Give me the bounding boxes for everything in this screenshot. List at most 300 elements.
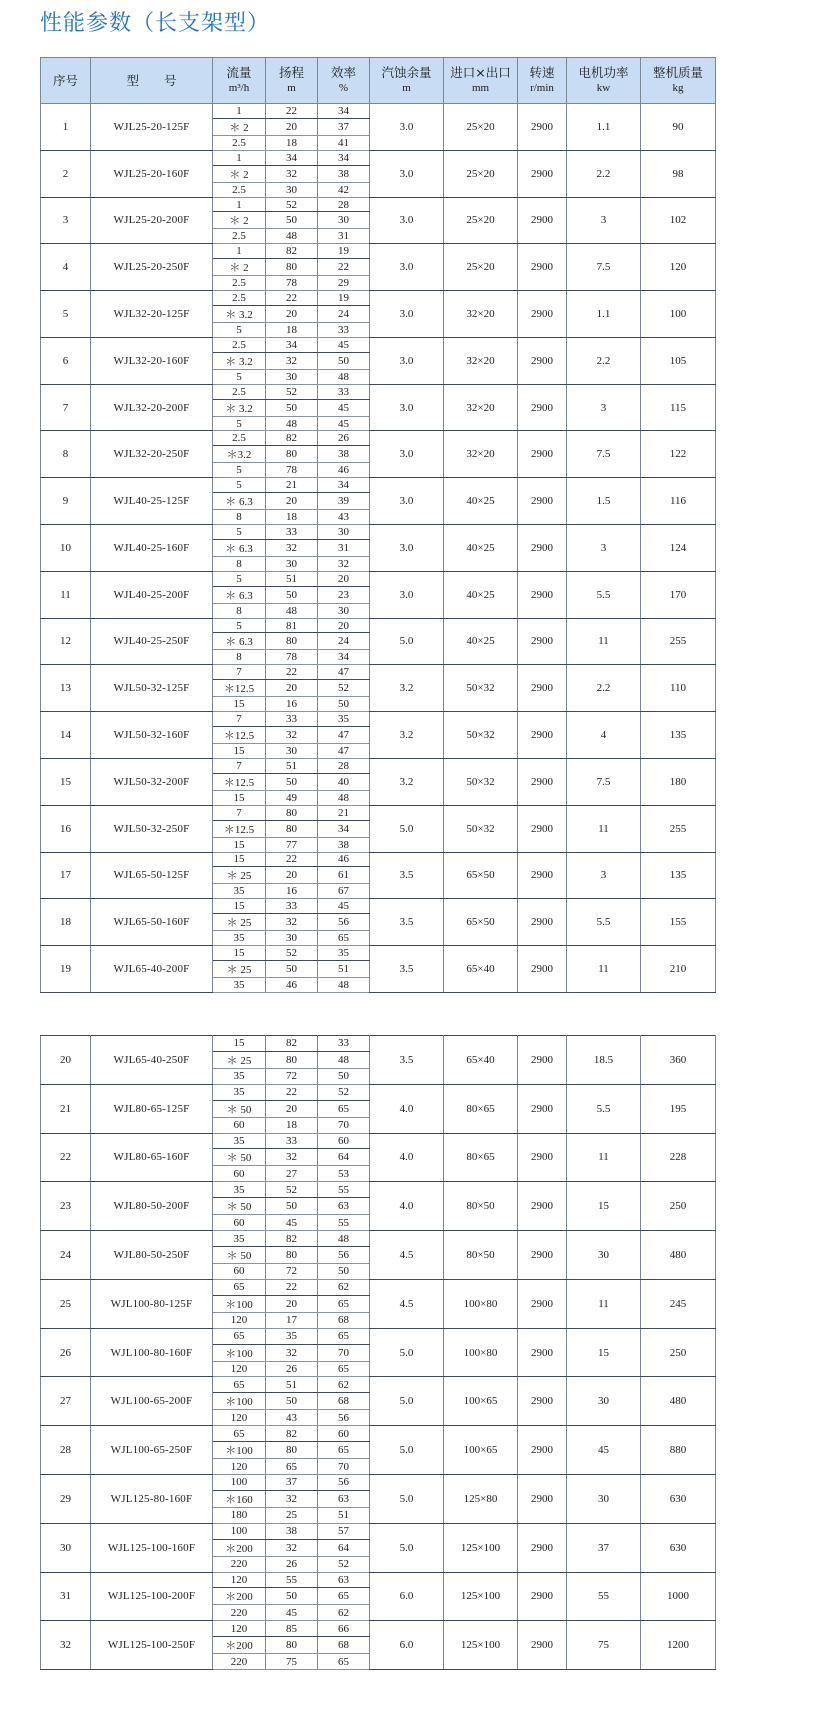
flow-cell: 7 <box>213 805 266 820</box>
efficiency-cell: 64 <box>318 1539 370 1556</box>
head-cell: 22 <box>266 104 318 119</box>
table-row <box>41 1328 716 1344</box>
head-cell: 22 <box>266 1084 318 1100</box>
flow-cell: 65 <box>213 1377 266 1393</box>
motor-power-cell: 2.2 <box>567 665 641 712</box>
mass-cell: 630 <box>641 1475 716 1524</box>
mass-cell: 250 <box>641 1328 716 1377</box>
flow-cell: 2.5 <box>213 229 266 244</box>
npsh-cell: 5.0 <box>370 805 444 852</box>
mass-cell: 98 <box>641 150 716 197</box>
npsh-cell: 3.0 <box>370 104 444 151</box>
model-cell: WJL50-32-200F <box>91 758 213 805</box>
flow-cell: 1 <box>213 150 266 165</box>
efficiency-cell: 61 <box>318 867 370 884</box>
inlet-outlet-cell: 25×20 <box>444 104 518 151</box>
flow-cell: 8 <box>213 603 266 618</box>
speed-cell: 2900 <box>518 1621 567 1670</box>
npsh-cell: 3.2 <box>370 712 444 759</box>
npsh-cell: 5.0 <box>370 1426 444 1475</box>
efficiency-cell: 65 <box>318 931 370 946</box>
efficiency-cell: 20 <box>318 618 370 633</box>
header-index: 序号 <box>41 58 91 104</box>
head-cell: 82 <box>266 431 318 446</box>
row-index: 13 <box>41 665 91 712</box>
speed-cell: 2900 <box>518 1328 567 1377</box>
head-cell: 78 <box>266 650 318 665</box>
row-index: 17 <box>41 852 91 899</box>
efficiency-cell: 38 <box>318 446 370 463</box>
flow-cell: ＊100 <box>213 1295 266 1312</box>
speed-cell: 2900 <box>518 1133 567 1182</box>
efficiency-cell: 64 <box>318 1149 370 1166</box>
head-cell: 78 <box>266 276 318 291</box>
motor-power-cell: 15 <box>567 1182 641 1231</box>
flow-cell: 35 <box>213 884 266 899</box>
flow-cell: ＊ 25 <box>213 867 266 884</box>
flow-cell: ＊ 50 <box>213 1198 266 1215</box>
efficiency-cell: 65 <box>318 1654 370 1670</box>
flow-cell: 15 <box>213 946 266 961</box>
efficiency-cell: 19 <box>318 244 370 259</box>
efficiency-cell: 45 <box>318 899 370 914</box>
model-cell: WJL50-32-160F <box>91 712 213 759</box>
model-cell: WJL25-20-200F <box>91 197 213 244</box>
inlet-outlet-cell: 80×50 <box>444 1231 518 1280</box>
flow-cell: ＊ 3.2 <box>213 306 266 323</box>
npsh-cell: 3.5 <box>370 852 444 899</box>
npsh-cell: 3.0 <box>370 197 444 244</box>
head-cell: 32 <box>266 1344 318 1361</box>
flow-cell: 15 <box>213 837 266 852</box>
npsh-cell: 3.0 <box>370 571 444 618</box>
flow-cell: ＊ 3.2 <box>213 352 266 369</box>
mass-cell: 110 <box>641 665 716 712</box>
flow-cell: 1 <box>213 197 266 212</box>
flow-cell: ＊ 6.3 <box>213 586 266 603</box>
head-cell: 50 <box>266 773 318 790</box>
motor-power-cell: 11 <box>567 618 641 665</box>
efficiency-cell: 56 <box>318 914 370 931</box>
flow-cell: ＊ 50 <box>213 1100 266 1117</box>
motor-power-cell: 11 <box>567 1133 641 1182</box>
efficiency-cell: 62 <box>318 1605 370 1621</box>
row-index: 2 <box>41 150 91 197</box>
row-index: 25 <box>41 1279 91 1328</box>
flow-cell: 35 <box>213 1182 266 1198</box>
efficiency-cell: 34 <box>318 820 370 837</box>
table-header-row <box>41 58 716 104</box>
model-cell: WJL25-20-250F <box>91 244 213 291</box>
flow-cell: ＊160 <box>213 1490 266 1507</box>
head-cell: 52 <box>266 946 318 961</box>
flow-cell: ＊ 6.3 <box>213 633 266 650</box>
header-mass: 整机质量 kg <box>641 58 716 104</box>
head-cell: 16 <box>266 884 318 899</box>
inlet-outlet-cell: 65×40 <box>444 1036 518 1085</box>
flow-cell: 15 <box>213 744 266 759</box>
row-index: 9 <box>41 478 91 525</box>
row-index: 7 <box>41 384 91 431</box>
model-cell: WJL80-65-160F <box>91 1133 213 1182</box>
npsh-cell: 4.0 <box>370 1133 444 1182</box>
speed-cell: 2900 <box>518 244 567 291</box>
mass-cell: 880 <box>641 1426 716 1475</box>
table-row <box>41 1377 716 1393</box>
efficiency-cell: 34 <box>318 478 370 493</box>
mass-cell: 122 <box>641 431 716 478</box>
efficiency-cell: 33 <box>318 384 370 399</box>
flow-cell: 15 <box>213 790 266 805</box>
efficiency-cell: 55 <box>318 1215 370 1231</box>
row-index: 16 <box>41 805 91 852</box>
head-cell: 20 <box>266 1295 318 1312</box>
efficiency-cell: 38 <box>318 165 370 182</box>
flow-cell: 5 <box>213 618 266 633</box>
head-cell: 52 <box>266 1182 318 1198</box>
table-row <box>41 431 716 446</box>
head-cell: 22 <box>266 291 318 306</box>
flow-cell: 1 <box>213 104 266 119</box>
efficiency-cell: 46 <box>318 463 370 478</box>
speed-cell: 2900 <box>518 1523 567 1572</box>
flow-cell: 5 <box>213 463 266 478</box>
efficiency-cell: 51 <box>318 960 370 977</box>
speed-cell: 2900 <box>518 571 567 618</box>
flow-cell: 2.5 <box>213 384 266 399</box>
speed-cell: 2900 <box>518 431 567 478</box>
inlet-outlet-cell: 100×65 <box>444 1426 518 1475</box>
efficiency-cell: 48 <box>318 1051 370 1068</box>
performance-table-continued <box>40 1035 716 1670</box>
head-cell: 50 <box>266 1588 318 1605</box>
motor-power-cell: 5.5 <box>567 571 641 618</box>
inlet-outlet-cell: 125×100 <box>444 1523 518 1572</box>
model-cell: WJL32-20-160F <box>91 337 213 384</box>
row-index: 18 <box>41 899 91 946</box>
flow-cell: 60 <box>213 1215 266 1231</box>
flow-cell: 180 <box>213 1507 266 1523</box>
efficiency-cell: 47 <box>318 665 370 680</box>
head-cell: 46 <box>266 977 318 992</box>
head-cell: 32 <box>266 727 318 744</box>
efficiency-cell: 52 <box>318 680 370 697</box>
motor-power-cell: 11 <box>567 946 641 993</box>
head-cell: 32 <box>266 539 318 556</box>
efficiency-cell: 22 <box>318 259 370 276</box>
model-cell: WJL65-40-250F <box>91 1036 213 1085</box>
mass-cell: 135 <box>641 852 716 899</box>
head-cell: 17 <box>266 1312 318 1328</box>
head-cell: 50 <box>266 586 318 603</box>
motor-power-cell: 3 <box>567 197 641 244</box>
mass-cell: 250 <box>641 1182 716 1231</box>
npsh-cell: 3.0 <box>370 431 444 478</box>
table-row <box>41 618 716 633</box>
inlet-outlet-cell: 50×32 <box>444 712 518 759</box>
efficiency-cell: 56 <box>318 1247 370 1264</box>
efficiency-cell: 52 <box>318 1084 370 1100</box>
npsh-cell: 3.5 <box>370 1036 444 1085</box>
head-cell: 33 <box>266 525 318 540</box>
efficiency-cell: 70 <box>318 1344 370 1361</box>
efficiency-cell: 60 <box>318 1133 370 1149</box>
motor-power-cell: 3 <box>567 525 641 572</box>
row-index: 29 <box>41 1475 91 1524</box>
head-cell: 32 <box>266 1149 318 1166</box>
flow-cell: ＊ 25 <box>213 1051 266 1068</box>
row-index: 10 <box>41 525 91 572</box>
head-cell: 82 <box>266 1036 318 1052</box>
head-cell: 26 <box>266 1361 318 1377</box>
row-index: 6 <box>41 337 91 384</box>
motor-power-cell: 18.5 <box>567 1036 641 1085</box>
flow-cell: 100 <box>213 1523 266 1539</box>
inlet-outlet-cell: 40×25 <box>444 571 518 618</box>
head-cell: 30 <box>266 556 318 571</box>
speed-cell: 2900 <box>518 150 567 197</box>
row-index: 30 <box>41 1523 91 1572</box>
model-cell: WJL32-20-200F <box>91 384 213 431</box>
head-cell: 50 <box>266 212 318 229</box>
flow-cell: 120 <box>213 1621 266 1637</box>
head-cell: 45 <box>266 1605 318 1621</box>
header-speed: 转速 r/min <box>518 58 567 104</box>
head-cell: 16 <box>266 697 318 712</box>
inlet-outlet-cell: 50×32 <box>444 758 518 805</box>
table-row <box>41 946 716 961</box>
table-row <box>41 571 716 586</box>
row-index: 8 <box>41 431 91 478</box>
table-row <box>41 1523 716 1539</box>
head-cell: 50 <box>266 399 318 416</box>
efficiency-cell: 48 <box>318 1231 370 1247</box>
table-row <box>41 899 716 914</box>
inlet-outlet-cell: 80×50 <box>444 1182 518 1231</box>
model-cell: WJL125-80-160F <box>91 1475 213 1524</box>
speed-cell: 2900 <box>518 104 567 151</box>
table-row <box>41 1475 716 1491</box>
efficiency-cell: 28 <box>318 197 370 212</box>
efficiency-cell: 34 <box>318 104 370 119</box>
speed-cell: 2900 <box>518 665 567 712</box>
model-cell: WJL100-65-200F <box>91 1377 213 1426</box>
head-cell: 65 <box>266 1459 318 1475</box>
table-row <box>41 1036 716 1052</box>
efficiency-cell: 39 <box>318 493 370 510</box>
efficiency-cell: 40 <box>318 773 370 790</box>
motor-power-cell: 11 <box>567 1279 641 1328</box>
head-cell: 80 <box>266 805 318 820</box>
inlet-outlet-cell: 32×20 <box>444 431 518 478</box>
header-motor-power: 电机功率 kw <box>567 58 641 104</box>
motor-power-cell: 30 <box>567 1475 641 1524</box>
flow-cell: ＊ 50 <box>213 1149 266 1166</box>
efficiency-cell: 42 <box>318 182 370 197</box>
efficiency-cell: 24 <box>318 633 370 650</box>
head-cell: 48 <box>266 603 318 618</box>
flow-cell: ＊100 <box>213 1344 266 1361</box>
row-index: 26 <box>41 1328 91 1377</box>
table-row <box>41 1621 716 1637</box>
speed-cell: 2900 <box>518 1377 567 1426</box>
npsh-cell: 5.0 <box>370 1377 444 1426</box>
flow-cell: 35 <box>213 1068 266 1084</box>
efficiency-cell: 70 <box>318 1459 370 1475</box>
flow-cell: ＊3.2 <box>213 446 266 463</box>
efficiency-cell: 50 <box>318 1068 370 1084</box>
flow-cell: ＊ 2 <box>213 118 266 135</box>
npsh-cell: 5.0 <box>370 618 444 665</box>
flow-cell: 2.5 <box>213 182 266 197</box>
efficiency-cell: 33 <box>318 1036 370 1052</box>
npsh-cell: 3.5 <box>370 946 444 993</box>
npsh-cell: 3.2 <box>370 665 444 712</box>
table-row <box>41 478 716 493</box>
inlet-outlet-cell: 125×80 <box>444 1475 518 1524</box>
speed-cell: 2900 <box>518 478 567 525</box>
motor-power-cell: 55 <box>567 1572 641 1621</box>
flow-cell: ＊200 <box>213 1539 266 1556</box>
flow-cell: 120 <box>213 1361 266 1377</box>
model-cell: WJL65-50-160F <box>91 899 213 946</box>
model-cell: WJL100-80-125F <box>91 1279 213 1328</box>
efficiency-cell: 57 <box>318 1523 370 1539</box>
row-index: 22 <box>41 1133 91 1182</box>
inlet-outlet-cell: 50×32 <box>444 805 518 852</box>
speed-cell: 2900 <box>518 1036 567 1085</box>
motor-power-cell: 7.5 <box>567 758 641 805</box>
flow-cell: 7 <box>213 758 266 773</box>
head-cell: 18 <box>266 135 318 150</box>
head-cell: 32 <box>266 1539 318 1556</box>
model-cell: WJL40-25-200F <box>91 571 213 618</box>
head-cell: 20 <box>266 118 318 135</box>
mass-cell: 1000 <box>641 1572 716 1621</box>
head-cell: 22 <box>266 852 318 867</box>
speed-cell: 2900 <box>518 618 567 665</box>
npsh-cell: 4.0 <box>370 1084 444 1133</box>
flow-cell: 8 <box>213 650 266 665</box>
flow-cell: 60 <box>213 1166 266 1182</box>
efficiency-cell: 65 <box>318 1328 370 1344</box>
efficiency-cell: 38 <box>318 837 370 852</box>
efficiency-cell: 65 <box>318 1100 370 1117</box>
flow-cell: 65 <box>213 1426 266 1442</box>
npsh-cell: 3.0 <box>370 291 444 338</box>
head-cell: 82 <box>266 1426 318 1442</box>
efficiency-cell: 60 <box>318 1426 370 1442</box>
flow-cell: 5 <box>213 525 266 540</box>
efficiency-cell: 24 <box>318 306 370 323</box>
efficiency-cell: 30 <box>318 212 370 229</box>
inlet-outlet-cell: 32×20 <box>444 337 518 384</box>
mass-cell: 116 <box>641 478 716 525</box>
efficiency-cell: 47 <box>318 744 370 759</box>
head-cell: 52 <box>266 197 318 212</box>
table-row <box>41 1231 716 1247</box>
table-row <box>41 805 716 820</box>
efficiency-cell: 65 <box>318 1295 370 1312</box>
flow-cell: 15 <box>213 1036 266 1052</box>
model-cell: WJL40-25-250F <box>91 618 213 665</box>
efficiency-cell: 62 <box>318 1279 370 1295</box>
head-cell: 30 <box>266 744 318 759</box>
efficiency-cell: 63 <box>318 1490 370 1507</box>
motor-power-cell: 1.1 <box>567 291 641 338</box>
head-cell: 80 <box>266 259 318 276</box>
inlet-outlet-cell: 40×25 <box>444 478 518 525</box>
efficiency-cell: 68 <box>318 1312 370 1328</box>
header-npsh: 汽蚀余量 m <box>370 58 444 104</box>
mass-cell: 120 <box>641 244 716 291</box>
flow-cell: 220 <box>213 1654 266 1670</box>
motor-power-cell: 4 <box>567 712 641 759</box>
head-cell: 78 <box>266 463 318 478</box>
motor-power-cell: 37 <box>567 1523 641 1572</box>
efficiency-cell: 62 <box>318 1377 370 1393</box>
row-index: 24 <box>41 1231 91 1280</box>
head-cell: 80 <box>266 1247 318 1264</box>
flow-cell: ＊ 2 <box>213 259 266 276</box>
motor-power-cell: 5.5 <box>567 899 641 946</box>
inlet-outlet-cell: 25×20 <box>444 197 518 244</box>
model-cell: WJL125-100-160F <box>91 1523 213 1572</box>
model-cell: WJL80-50-200F <box>91 1182 213 1231</box>
model-cell: WJL25-20-160F <box>91 150 213 197</box>
flow-cell: 5 <box>213 478 266 493</box>
head-cell: 51 <box>266 571 318 586</box>
head-cell: 30 <box>266 369 318 384</box>
model-cell: WJL80-50-250F <box>91 1231 213 1280</box>
head-cell: 26 <box>266 1556 318 1572</box>
mass-cell: 100 <box>641 291 716 338</box>
efficiency-cell: 65 <box>318 1442 370 1459</box>
head-cell: 38 <box>266 1523 318 1539</box>
efficiency-cell: 67 <box>318 884 370 899</box>
speed-cell: 2900 <box>518 291 567 338</box>
flow-cell: ＊12.5 <box>213 727 266 744</box>
row-index: 31 <box>41 1572 91 1621</box>
speed-cell: 2900 <box>518 1475 567 1524</box>
efficiency-cell: 50 <box>318 352 370 369</box>
head-cell: 85 <box>266 1621 318 1637</box>
model-cell: WJL65-50-125F <box>91 852 213 899</box>
mass-cell: 155 <box>641 899 716 946</box>
head-cell: 80 <box>266 1051 318 1068</box>
motor-power-cell: 30 <box>567 1231 641 1280</box>
flow-cell: ＊12.5 <box>213 773 266 790</box>
flow-cell: 65 <box>213 1328 266 1344</box>
efficiency-cell: 43 <box>318 510 370 525</box>
header-efficiency: 效率 % <box>318 58 370 104</box>
model-cell: WJL100-80-160F <box>91 1328 213 1377</box>
efficiency-cell: 35 <box>318 712 370 727</box>
mass-cell: 210 <box>641 946 716 993</box>
motor-power-cell: 15 <box>567 1328 641 1377</box>
motor-power-cell: 75 <box>567 1621 641 1670</box>
efficiency-cell: 63 <box>318 1198 370 1215</box>
mass-cell: 1200 <box>641 1621 716 1670</box>
head-cell: 48 <box>266 416 318 431</box>
row-index: 5 <box>41 291 91 338</box>
efficiency-cell: 28 <box>318 758 370 773</box>
head-cell: 22 <box>266 1279 318 1295</box>
head-cell: 43 <box>266 1410 318 1426</box>
head-cell: 48 <box>266 229 318 244</box>
table-row <box>41 1426 716 1442</box>
head-cell: 51 <box>266 1377 318 1393</box>
